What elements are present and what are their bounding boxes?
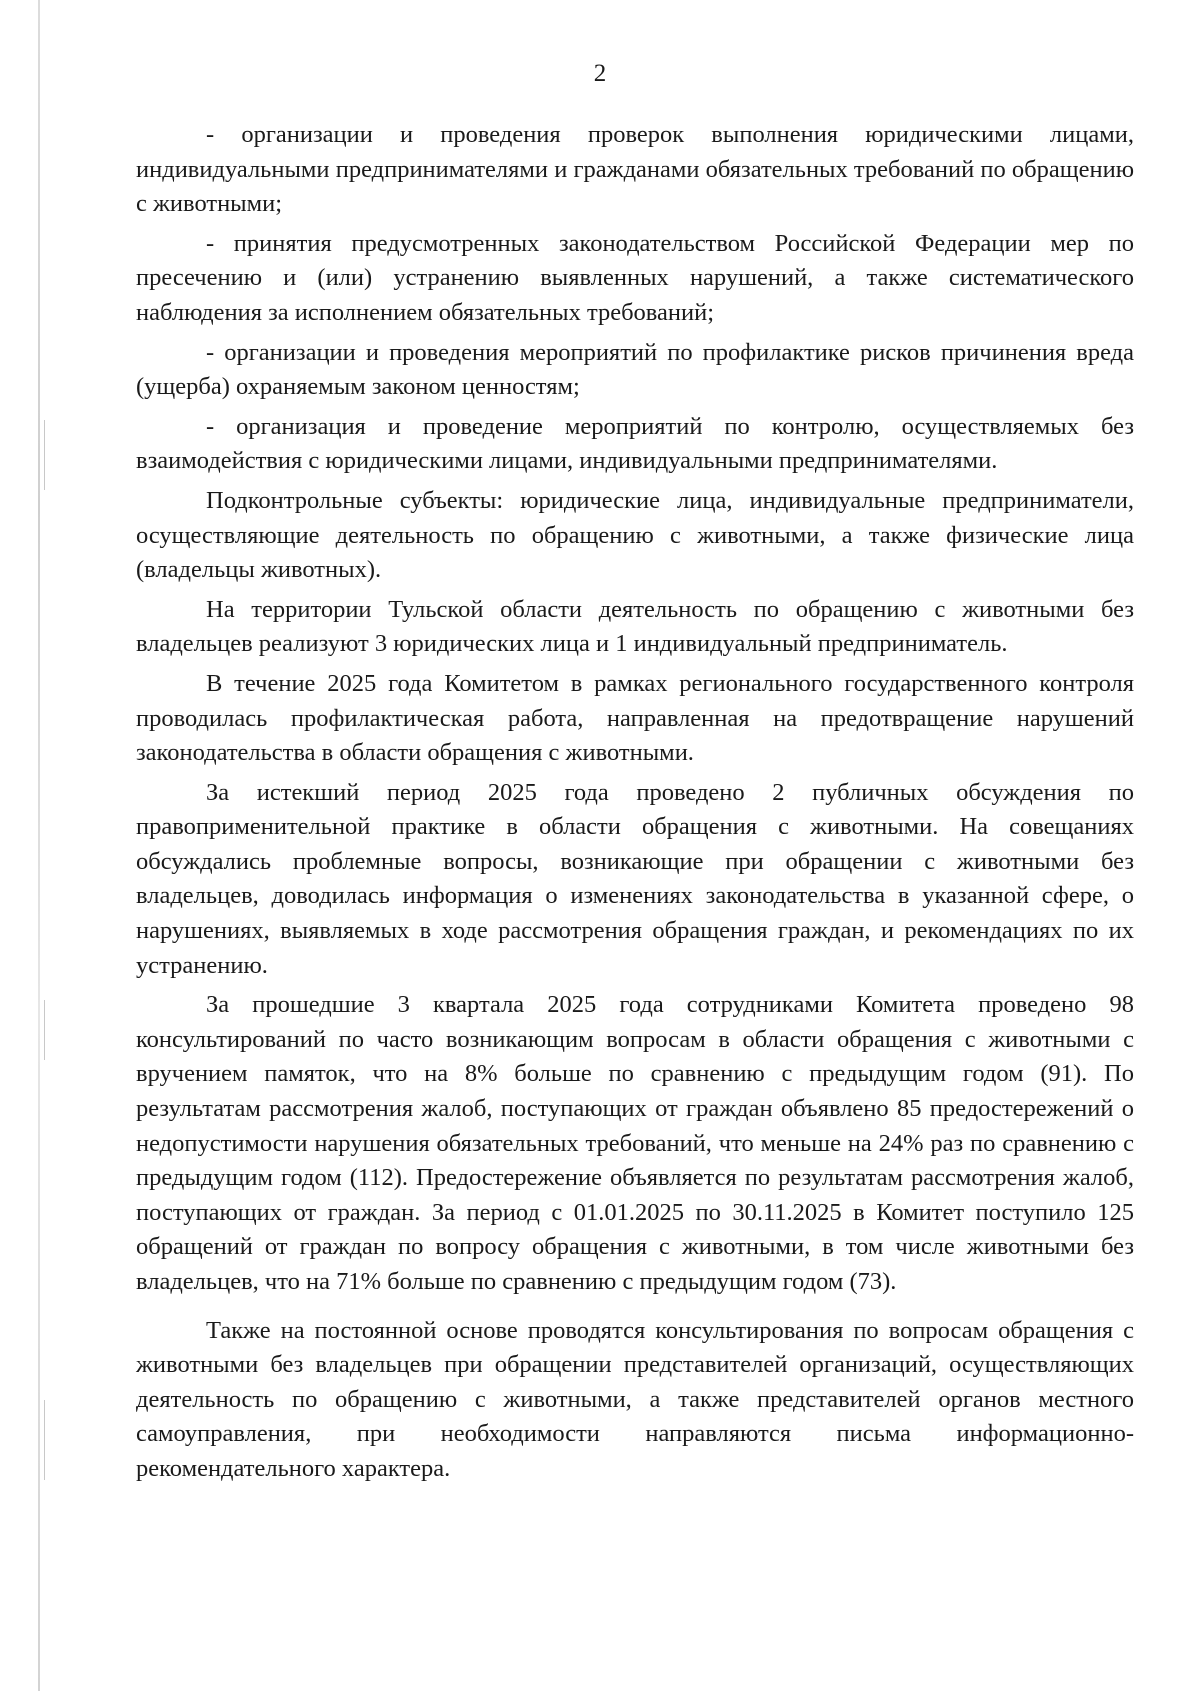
paragraph: В течение 2025 года Комитетом в рамках регионального государственного контроля проводилась профилактическая работа, направленная на предотвращение нарушений законодательства в области обращения с животными. — [136, 669, 1134, 767]
scan-artifact — [44, 1400, 45, 1480]
paragraph: - организации и проведения проверок выполнения юридическими лицами, индивидуальными предпринимателями и гражданами обязательных требований по обращению с животными; — [136, 121, 1134, 218]
paragraph: На территории Тульской области деятельность по обращению с животными без владельцев реализуют 3 юридических лица и 1 индивидуальный предприниматель. — [136, 595, 1134, 658]
paragraph: Подконтрольные субъекты: юридические лица, индивидуальные предприниматели, осуществляющие деятельность по обращению с животными, а также физические лица (владельцы животных). — [136, 486, 1134, 584]
paragraph: За истекший период 2025 года проведено 2 публичных обсуждения по правоприменительной практике в области обращения с животными. На совещаниях обсуждались проблемные вопросы, возникающие при обращении с животными без владельцев, доводилась информация о изменениях законодательства в указанной сфере, о нарушениях, выявляемых в ходе рассмотрения обращения граждан, и рекомендациях по их устранению. — [136, 778, 1134, 979]
scan-artifact — [44, 420, 45, 490]
paragraph: - принятия предусмотренных законодательством Российской Федерации мер по пресечению и (или) устранению выявленных нарушений, а также систематического наблюдения за исполнением обязательных требований; — [136, 229, 1134, 326]
paragraph: Также на постоянной основе проводятся консультирования по вопросам обращения с животными без владельцев при обращении представителей организаций, осуществляющих деятельность по обращению с животными, а также представителей органов местного самоуправления, при необходимости направляются письма информационно-рекомендательного характера. — [136, 1316, 1134, 1482]
paragraph: - организация и проведение мероприятий по контролю, осуществляемых без взаимодействия с юридическими лицами, индивидуальными предпринимателями. — [136, 412, 1134, 475]
paragraph: - организации и проведения мероприятий по профилактике рисков причинения вреда (ущерба) охраняемым законом ценностям; — [136, 338, 1134, 401]
page-number: 2 — [593, 60, 607, 87]
scan-left-edge — [38, 0, 40, 1691]
scan-artifact — [44, 1000, 45, 1060]
paragraph: За прошедшие 3 квартала 2025 года сотрудниками Комитета проведено 98 консультирований по часто возникающим вопросам в области обращения с животными с вручением памяток, что на 8% больше по сравнению с предыдущим годом (91). По результатам рассмотрения жалоб, поступающих от граждан объявлено 85 предостережений о недопустимости нарушения обязательных требований, что меньше на 24% раз по сравнению с предыдущим годом (112). Предостережение объявляется по результатам рассмотрения жалоб, поступающих от граждан. За период с 01.01.2025 по 30.11.2025 в Комитет поступило 125 обращений от граждан по вопросу обращения с животными, в том числе животными без владельцев, что на 71% больше по сравнению с предыдущим годом (73). — [136, 991, 1134, 1295]
document-body — [136, 118, 1134, 1487]
